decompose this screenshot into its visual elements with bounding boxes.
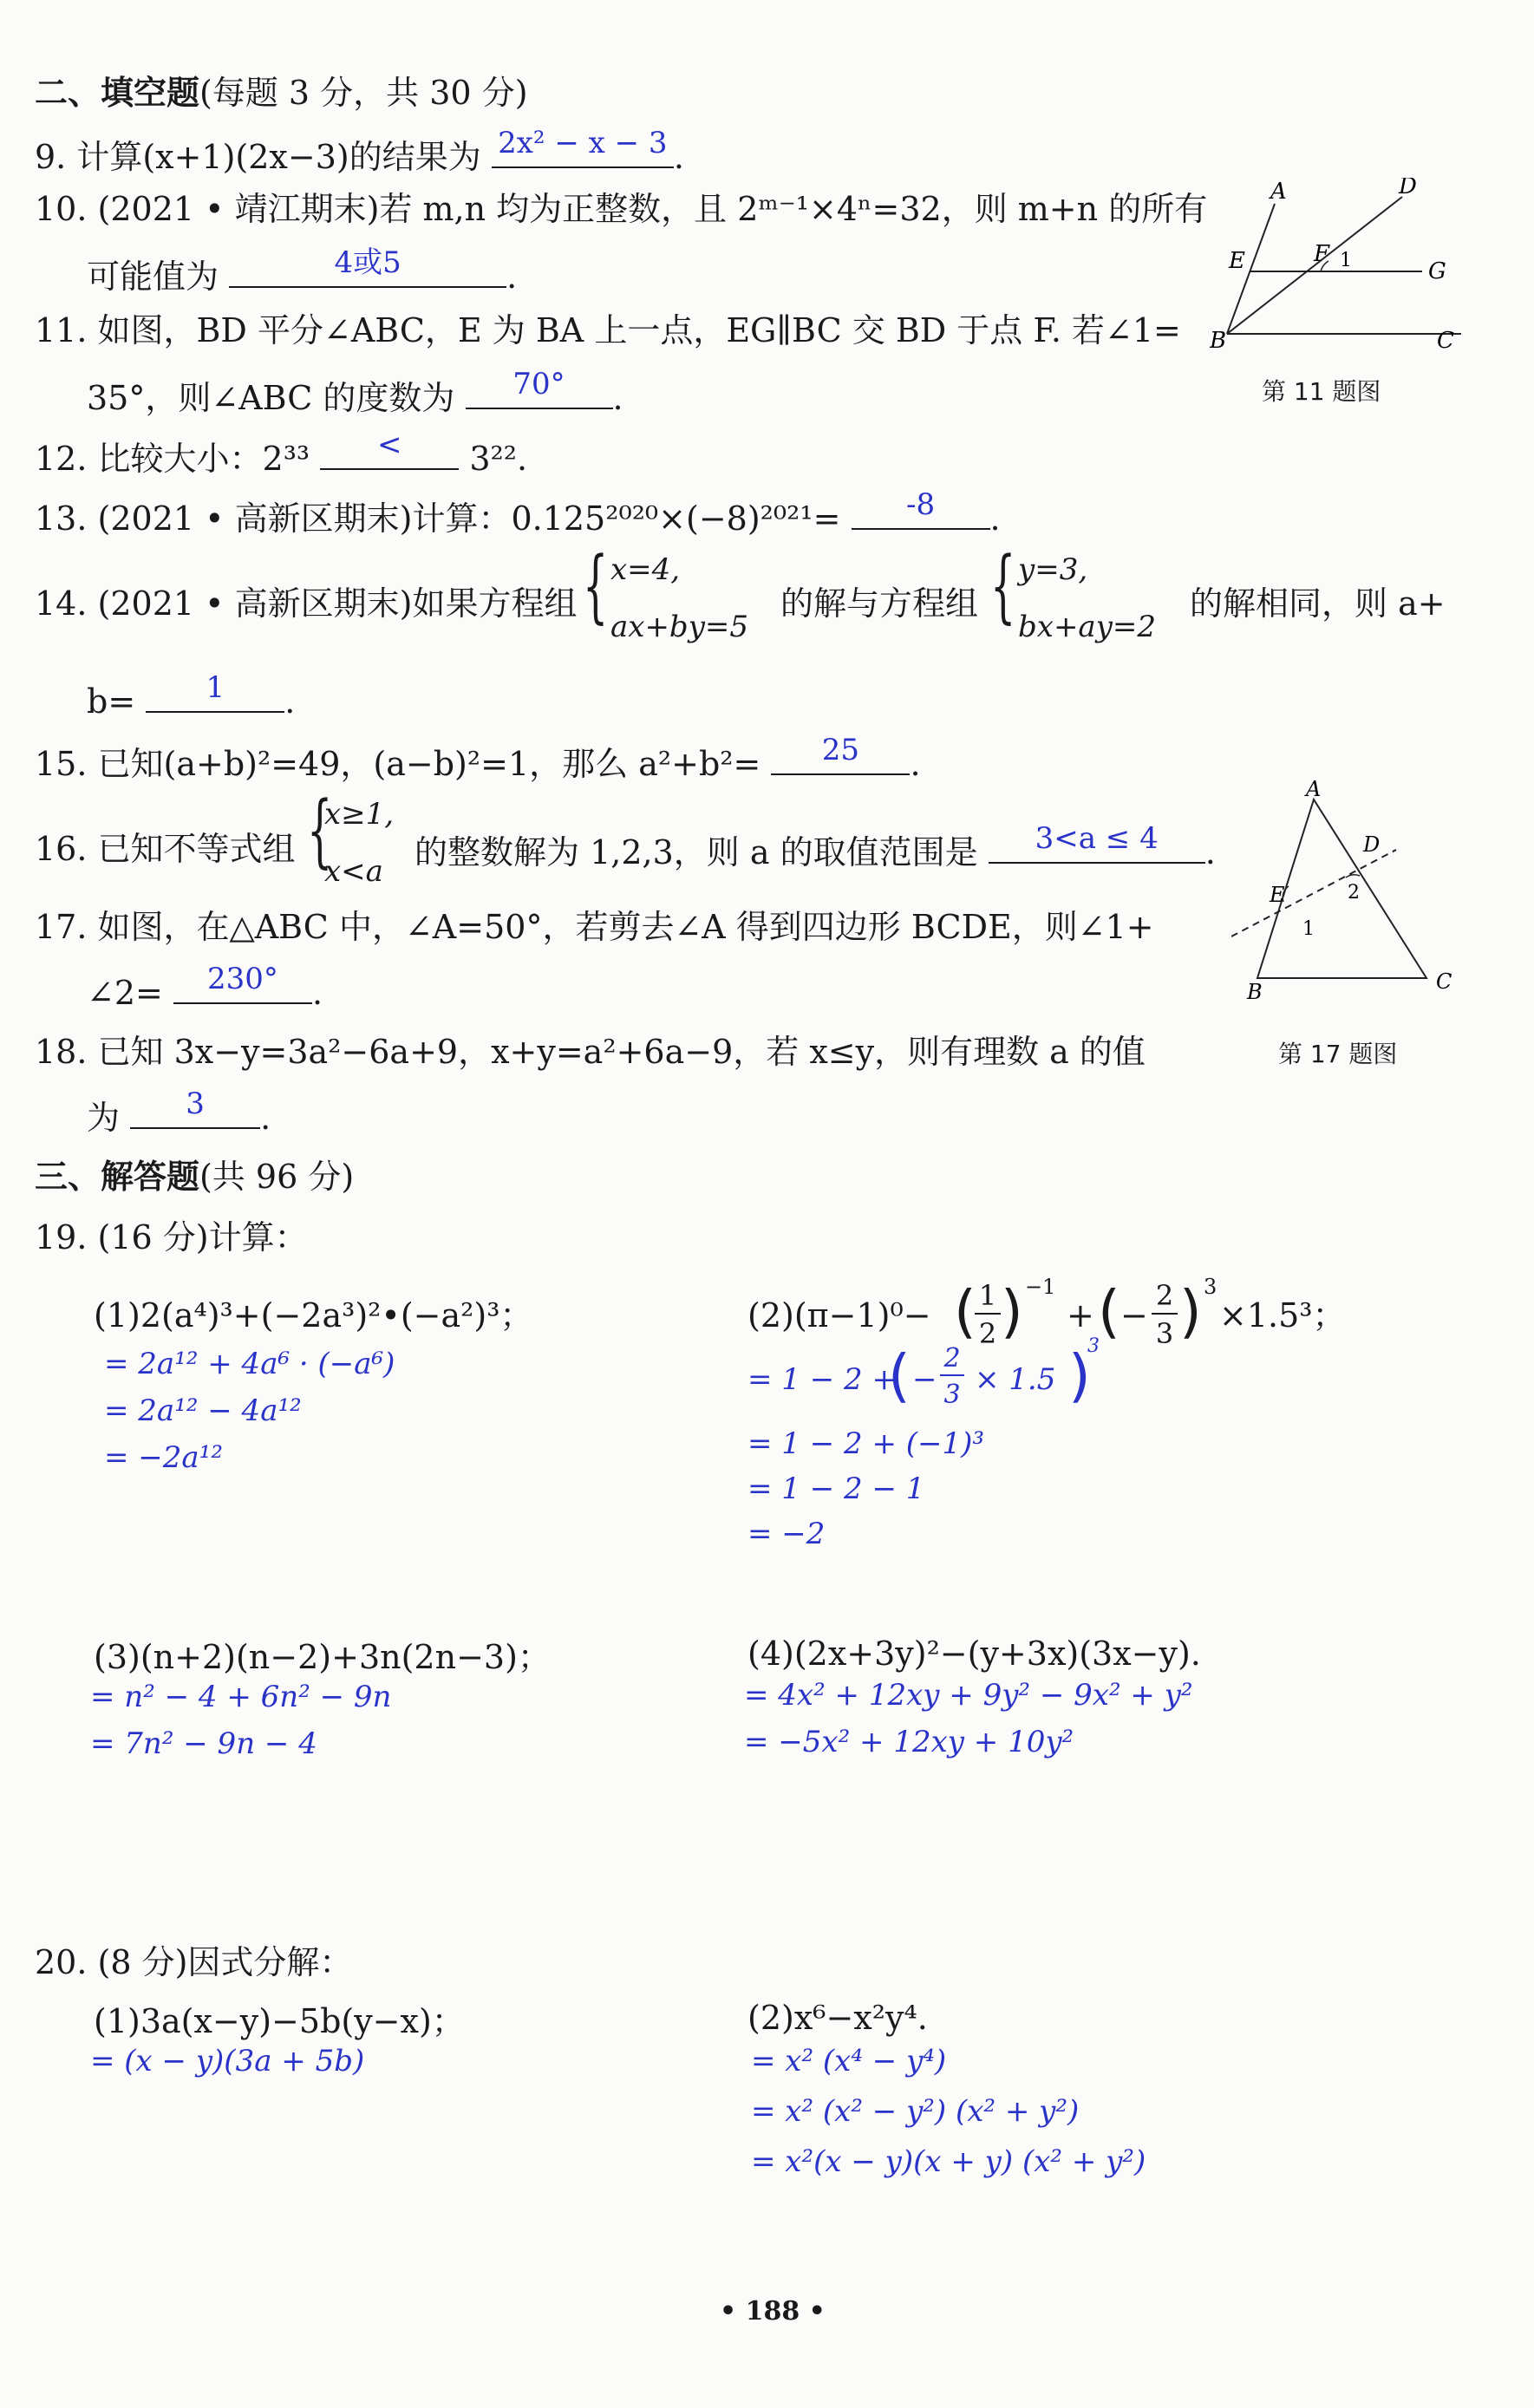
section-solve-title [35,1158,355,1196]
fraction-numerator: 2 [1152,1282,1178,1315]
q19-part1-step: = −2a¹² [104,1440,223,1475]
exponent: 3 [1204,1275,1217,1299]
label-angle-1: 1 [1302,918,1315,940]
label-D: D [1363,832,1381,857]
fraction-denominator: 2 [978,1317,997,1350]
answer-text: 3<a ≤ 4 [1035,821,1159,856]
question-text-after: 3²². [469,440,528,478]
question-text: ∠2= [87,974,163,1012]
answer-blank [852,487,990,530]
q19-part2-step: = 1 − 2 − 1 [747,1472,925,1506]
exponent: −1 [1025,1275,1056,1299]
question-text: 35°，则∠ABC 的度数为 [87,379,455,417]
label-angle-1: 1 [1340,250,1352,271]
question-19-header: 19. (16 分)计算： [35,1218,308,1256]
prompt-text: (2)(π−1)⁰− [747,1296,931,1335]
q19-part2-step: = −2 [747,1517,826,1551]
label-B: B [1210,328,1227,354]
question-17-line2: ∠2= 230° . [87,962,323,1012]
section-note: (共 96 分) [199,1158,355,1196]
q19-part1-step: = 2a¹² − 4a¹² [104,1393,302,1428]
answer-text: 1 [206,670,225,705]
label-G: G [1428,258,1446,284]
paren-close: ) [1068,1342,1091,1409]
step-text: = 1 − 2 + [747,1362,897,1397]
plus-sign: + [1067,1296,1094,1335]
question-11-line1: 11. 如图，BD 平分∠ABC，E 为 BA 上一点，EG∥BC 交 BD 于点 F. 若∠1= [35,311,1181,349]
question-10-line2: 可能值为 4或5 . [87,245,518,296]
q20-part2-prompt: (2)x⁶−x²y⁴. [747,1999,928,2037]
fraction-numerator: 2 [940,1346,964,1376]
question-14-text-a: 14. (2021 • 高新区期末)如果方程组 [35,584,578,623]
question-17-line1: 17. 如图，在△ABC 中，∠A=50°，若剪去∠A 得到四边形 BCDE，则∠1+ [35,908,1154,946]
figure-11 [1210,178,1470,406]
step-text: × 1.5 [975,1362,1056,1397]
q19-part4-prompt: (4)(2x+3y)²−(y+3x)(3x−y). [747,1635,1201,1673]
figure-17 [1231,780,1483,1006]
answer-text: 3 [186,1087,205,1121]
q19-part1-step: = 2a¹² + 4a⁶ · (−a⁶) [104,1347,395,1381]
prompt-text: ×1.5³； [1219,1296,1346,1335]
equation-system-2 [990,539,1193,650]
answer-text: 4或5 [334,245,401,280]
paren-open: ( [1098,1278,1120,1345]
fraction-denominator: 3 [1155,1317,1174,1350]
label-E: E [1270,883,1285,907]
equation-system-1 [583,539,786,650]
answer-blank [466,367,613,409]
answer-text: 70° [512,367,565,401]
equation: ax+by=5 [610,610,749,644]
answer-blank [320,427,459,470]
answer-text: < [377,427,402,462]
q19-part4-step: = 4x² + 12xy + 9y² − 9x² + y² [744,1678,1193,1713]
question-text: 可能值为 [87,258,219,296]
paren-close: ) [1179,1278,1202,1345]
q20-part1-step: = (x − y)(3a + 5b) [90,2044,365,2078]
question-9: 9. 计算(x+1)(2x−3)的结果为 2x² − x − 3 . [35,126,684,176]
section-fill-in-title [35,74,528,112]
question-13: 13. (2021 • 高新区期末)计算：0.125²⁰²⁰×(−8)²⁰²¹= -8 . [35,487,1001,538]
label-F: F [1314,241,1330,267]
section-title: 三、解答题 [35,1158,200,1196]
question-12 [35,427,528,478]
section-note: (每题 3 分，共 30 分) [199,74,528,112]
answer-text: -8 [905,487,936,522]
q19-part3-step: = n² − 4 + 6n² − 9n [90,1680,392,1714]
question-text: 15. 已知(a+b)²=49，(a−b)²=1，那么 a²+b²= [35,745,761,783]
label-angle-2: 2 [1348,882,1360,904]
question-11-line2: 35°，则∠ABC 的度数为 70° . [87,367,623,417]
inequality: x<a [324,854,383,889]
label-C: C [1437,328,1454,354]
answer-blank [173,962,312,1004]
answer-text: 230° [207,962,278,996]
question-text: b= [87,682,136,721]
figure-11-caption: 第 11 题图 [1262,377,1381,406]
question-14-text-c: 的解相同，则 a+ [1190,584,1446,623]
question-16-text-b: 的整数解为 1,2,3，则 a 的取值范围是 3<a ≤ 4 . [415,821,1216,871]
question-text: 13. (2021 • 高新区期末)计算：0.125²⁰²⁰×(−8)²⁰²¹= [35,499,841,538]
q19-part2-step: = 1 − 2 + (−1)³ [747,1426,985,1461]
answer-blank [492,126,674,168]
question-text: 9. 计算(x+1)(2x−3)的结果为 [35,138,481,176]
q19-part3-prompt: (3)(n+2)(n−2)+3n(2n−3)； [94,1638,551,1676]
section-title: 二、填空题 [35,74,200,112]
q20-part2-step: = x²(x − y)(x + y) (x² + y²) [751,2144,1146,2179]
equation: y=3, [1018,552,1088,587]
answer-text: 25 [821,733,860,767]
equation: x=4, [610,552,681,587]
question-14-text-b: 的解与方程组 [780,584,979,623]
inequality-system [307,784,415,895]
question-text: 12. 比较大小：2³³ [35,440,310,478]
q20-part2-step: = x² (x² − y²) (x² + y²) [751,2094,1080,2129]
brace: { [307,784,333,877]
question-18-line1: 18. 已知 3x−y=3a²−6a+9，x+y=a²+6a−9，若 x≤y，则有理数 a 的值 [35,1033,1146,1071]
question-20-header: 20. (8 分)因式分解： [35,1943,353,1981]
question-14-line2: b= 1 . [87,670,296,721]
page-number: • 188 • [720,2296,826,2326]
label-B: B [1247,980,1263,1004]
label-E: E [1229,248,1245,274]
brace: { [990,539,1016,632]
paren-close: ) [1001,1278,1023,1345]
question-text: 为 [87,1099,121,1137]
label-D: D [1399,178,1417,199]
fraction-numerator: 1 [975,1282,1001,1315]
q19-part4-step: = −5x² + 12xy + 10y² [744,1725,1074,1759]
answer-text: 2x² − x − 3 [498,126,668,160]
fraction-denominator: 3 [943,1380,961,1410]
q19-part1-prompt: (1)2(a⁴)³+(−2a³)²•(−a²)³； [94,1296,533,1335]
paren-open: ( [888,1342,911,1409]
question-text: 的整数解为 1,2,3，则 a 的取值范围是 [415,833,978,871]
label-C: C [1436,969,1452,994]
q19-part2-step1 [747,1335,1100,1419]
minus-sign: − [912,1362,937,1397]
paren-open: ( [954,1278,976,1345]
question-10-line1: 10. (2021 • 靖江期末)若 m,n 均为正整数，且 2ᵐ⁻¹×4ⁿ=32，则 m+n 的所有 [35,190,1208,228]
equation: bx+ay=2 [1018,610,1157,644]
answer-blank [989,821,1205,864]
exponent: 3 [1087,1335,1100,1357]
figure-17-caption: 第 17 题图 [1278,1040,1398,1068]
inequality: x≥1, [324,797,395,832]
q20-part1-prompt: (1)3a(x−y)−5b(y−x)； [94,2002,465,2040]
q19-part3-step: = 7n² − 9n − 4 [90,1726,317,1761]
minus-sign: − [1120,1296,1148,1335]
question-18-line2: 为 3 . [87,1087,271,1137]
question-15: 15. 已知(a+b)²=49，(a−b)²=1，那么 a²+b²= 25 . [35,733,921,783]
answer-blank [771,733,910,775]
q20-part2-step: = x² (x⁴ − y⁴) [751,2044,947,2078]
question-16-text-a: 16. 已知不等式组 [35,830,296,868]
brace: { [583,539,609,632]
label-A: A [1270,179,1287,205]
label-A: A [1306,780,1322,801]
